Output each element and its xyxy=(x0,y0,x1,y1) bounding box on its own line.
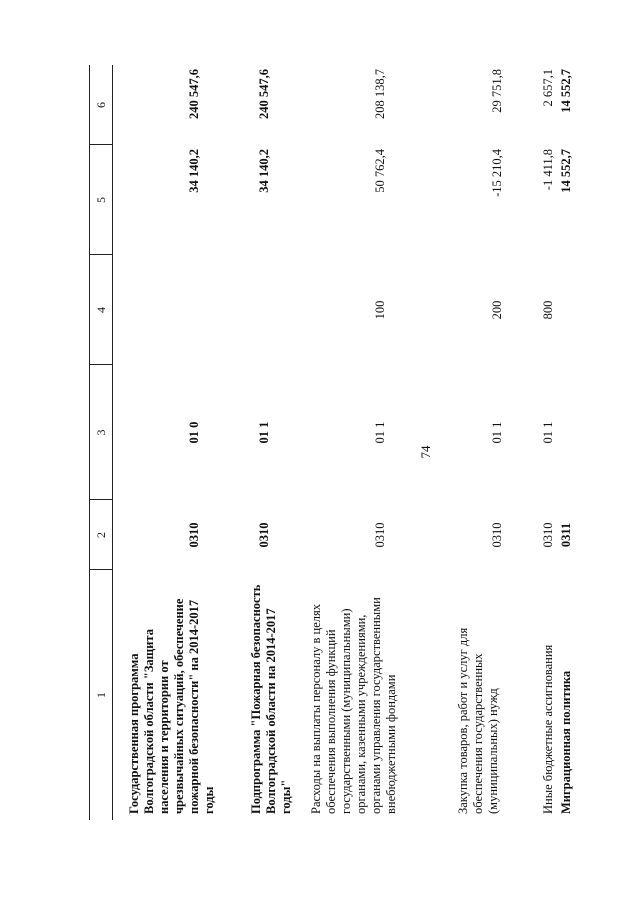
table-row xyxy=(249,65,309,820)
row-amount-total: 240 547,6 xyxy=(187,69,201,119)
table-row xyxy=(456,65,526,820)
row-amount-change: 34 140,2 xyxy=(187,149,201,193)
row-section-code: 0310 xyxy=(490,522,504,548)
page-number: 74 xyxy=(418,445,433,459)
row-target-code: 01 1 xyxy=(490,421,504,444)
header-col-6: 6 xyxy=(94,102,108,108)
header-col-2: 2 xyxy=(94,532,108,538)
row-name: Иные бюджетные ассигнования xyxy=(541,644,555,814)
row-name: Подпрограмма "Пожарная безопасность Волгоградской области на 2014-2017 годы" xyxy=(249,584,293,814)
row-target-code: 01 1 xyxy=(541,421,555,444)
budget-table xyxy=(89,65,585,820)
table-row xyxy=(559,65,577,820)
row-amount-change: 50 762,4 xyxy=(373,149,387,193)
row-amount-change: 14 552,7 xyxy=(559,149,573,193)
row-amount-change: -15 210,4 xyxy=(490,149,504,197)
row-amount-total: 29 751,8 xyxy=(490,69,504,113)
row-section-code: 0310 xyxy=(541,522,555,548)
header-col-4: 4 xyxy=(94,307,108,313)
row-name: Государственная программа Волгоградской области "Защита населения и территории от чрезвычайных ситуаций, обеспечение пожарной безопасности" на 2014-2017 годы xyxy=(127,598,216,814)
table-row xyxy=(127,65,242,820)
header-col-1: 1 xyxy=(94,692,108,698)
row-amount-change: 34 140,2 xyxy=(257,149,271,193)
header-col-5: 5 xyxy=(94,197,108,203)
row-section-code: 0310 xyxy=(257,522,271,548)
row-amount-total: 240 547,6 xyxy=(257,69,271,119)
row-target-code: 01 1 xyxy=(257,421,271,444)
row-expense-type: 800 xyxy=(541,300,555,320)
row-amount-total: 208 138,7 xyxy=(373,69,387,119)
row-target-code: 01 1 xyxy=(373,421,387,444)
row-amount-total: 14 552,7 xyxy=(559,69,573,113)
row-expense-type: 200 xyxy=(490,300,504,320)
row-expense-type: 100 xyxy=(373,300,387,320)
row-name: Расходы на выплаты персоналу в целях обеспечения выполнения функций государственными (муниципальными) органами, казенными учреждениями, органами управления государственными внебюджетными фондами xyxy=(309,597,398,814)
row-amount-total: 2 657,1 xyxy=(541,69,555,107)
row-target-code: 01 0 xyxy=(187,421,201,444)
table-row xyxy=(309,65,449,820)
header-col-3: 3 xyxy=(94,429,108,436)
row-name: Миграционная политика xyxy=(559,670,573,814)
row-section-code: 0311 xyxy=(559,522,573,548)
row-name: Закупка товаров, работ и услуг для обеспечения государственных (муниципальных) нужд xyxy=(456,627,500,814)
row-section-code: 0310 xyxy=(373,522,387,548)
budget-table-frame xyxy=(89,65,585,820)
table-header xyxy=(89,65,113,820)
row-section-code: 0310 xyxy=(187,522,201,548)
row-amount-change: -1 411,8 xyxy=(541,149,555,191)
table-row xyxy=(541,65,559,820)
